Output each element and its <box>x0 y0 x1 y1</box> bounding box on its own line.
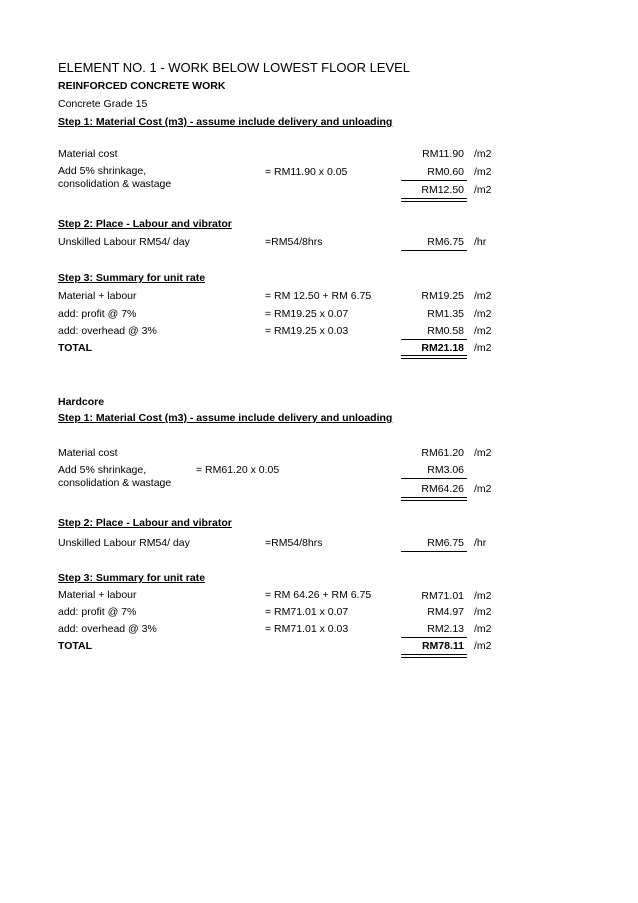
rc-labour-label: Unskilled Labour RM54/ day <box>58 236 190 248</box>
rc-shrink-label-1: Add 5% shrinkage, <box>58 165 147 177</box>
hc-shrink-calc: = RM61.20 x 0.05 <box>196 464 280 476</box>
hc-summary-amount-0: RM71.01 <box>421 590 464 602</box>
hc-summary-calc-0: = RM 64.26 + RM 6.75 <box>265 589 372 601</box>
hc-double-line-top <box>401 497 467 498</box>
hc-shrink-label-1: Add 5% shrinkage, <box>58 464 147 476</box>
rc-shrink-amount: RM0.60 <box>427 166 464 178</box>
rc-double-line-top <box>401 198 467 199</box>
hc-step2-heading: Step 2: Place - Labour and vibrator <box>58 517 232 529</box>
rc-labour-calc: =RM54/8hrs <box>265 236 323 248</box>
rc-summary-amount-1: RM1.35 <box>427 308 464 320</box>
rc-total-unit: /m2 <box>474 342 492 354</box>
hc-shrink-amount: RM3.06 <box>427 464 464 476</box>
page-title: ELEMENT NO. 1 - WORK BELOW LOWEST FLOOR LEVEL <box>58 60 411 75</box>
rc-step3-heading: Step 3: Summary for unit rate <box>58 272 206 284</box>
rc-step2-heading: Step 2: Place - Labour and vibrator <box>58 218 232 230</box>
hc-summary-calc-2: = RM71.01 x 0.03 <box>265 623 349 635</box>
rc-step1-total-unit: /m2 <box>474 184 492 196</box>
rc-summary-amount-2: RM0.58 <box>427 325 464 337</box>
rc-total-double-line-bottom <box>401 358 467 359</box>
hc-labour-amount: RM6.75 <box>427 537 464 549</box>
hc-labour-label: Unskilled Labour RM54/ day <box>58 537 190 549</box>
rc-heading: REINFORCED CONCRETE WORK <box>58 80 226 92</box>
hc-total-amount: RM78.11 <box>421 640 464 652</box>
rc-total-label: TOTAL <box>58 342 93 354</box>
hc-summary-amount-1: RM4.97 <box>427 606 464 618</box>
rc-double-line-bottom <box>401 201 467 202</box>
hc-labour-unit: /hr <box>474 537 487 549</box>
rc-summary-label-0: Material + labour <box>58 290 137 302</box>
hc-step1-heading: Step 1: Material Cost (m3) - assume include delivery and unloading <box>58 412 393 424</box>
rc-summary-calc-1: = RM19.25 x 0.07 <box>265 308 349 320</box>
rc-summary-calc-2: = RM19.25 x 0.03 <box>265 325 349 337</box>
hc-summary-label-0: Material + labour <box>58 589 137 601</box>
rc-summary-amount-0: RM19.25 <box>421 290 464 302</box>
rc-summary-line <box>401 339 467 340</box>
rc-total-double-line-top <box>401 355 467 356</box>
hc-material-amount: RM61.20 <box>421 447 464 459</box>
hc-summary-amount-2: RM2.13 <box>427 623 464 635</box>
hc-total-double-line-bottom <box>401 657 467 658</box>
hc-total-label: TOTAL <box>58 640 93 652</box>
rc-summary-unit-2: /m2 <box>474 325 492 337</box>
hc-step1-total-amount: RM64.26 <box>421 483 464 495</box>
rc-shrink-unit: /m2 <box>474 166 492 178</box>
rc-shrink-calc: = RM11.90 x 0.05 <box>265 166 348 178</box>
hc-total-unit: /m2 <box>474 640 492 652</box>
rc-summary-label-2: add: overhead @ 3% <box>58 325 157 337</box>
hc-summary-calc-1: = RM71.01 x 0.07 <box>265 606 349 618</box>
rc-step1-heading: Step 1: Material Cost (m3) - assume include delivery and unloading <box>58 116 393 128</box>
rc-summary-unit-1: /m2 <box>474 308 492 320</box>
hc-summary-unit-1: /m2 <box>474 606 492 618</box>
rc-material-label: Material cost <box>58 148 118 160</box>
hc-summary-label-1: add: profit @ 7% <box>58 606 137 618</box>
rc-labour-unit: /hr <box>474 236 487 248</box>
hc-labour-calc: =RM54/8hrs <box>265 537 323 549</box>
hc-summary-label-2: add: overhead @ 3% <box>58 623 157 635</box>
hc-summary-unit-0: /m2 <box>474 590 492 602</box>
hc-step3-heading: Step 3: Summary for unit rate <box>58 572 206 584</box>
hc-step1-total-unit: /m2 <box>474 483 492 495</box>
rc-summary-calc-0: = RM 12.50 + RM 6.75 <box>265 290 372 302</box>
hc-material-label: Material cost <box>58 447 118 459</box>
hc-labour-line <box>401 551 467 552</box>
rc-step1-total-amount: RM12.50 <box>421 184 464 196</box>
hc-material-unit: /m2 <box>474 447 492 459</box>
rc-material-unit: /m2 <box>474 148 492 160</box>
rc-material-amount: RM11.90 <box>422 148 464 160</box>
hc-summary-line <box>401 637 467 638</box>
rc-summary-unit-0: /m2 <box>474 290 492 302</box>
rc-summary-label-1: add: profit @ 7% <box>58 308 137 320</box>
hc-summary-unit-2: /m2 <box>474 623 492 635</box>
hc-subtotal-line <box>401 478 467 479</box>
hc-double-line-bottom <box>401 500 467 501</box>
rc-shrink-label-2: consolidation & wastage <box>58 178 172 190</box>
rc-subtotal-line <box>401 180 467 181</box>
hc-shrink-label-2: consolidation & wastage <box>58 477 172 489</box>
rc-labour-line <box>401 250 467 251</box>
hc-total-double-line-top <box>401 654 467 655</box>
rc-labour-amount: RM6.75 <box>427 236 464 248</box>
rc-total-amount: RM21.18 <box>421 342 464 354</box>
hc-heading: Hardcore <box>58 396 105 408</box>
rc-grade: Concrete Grade 15 <box>58 98 148 110</box>
